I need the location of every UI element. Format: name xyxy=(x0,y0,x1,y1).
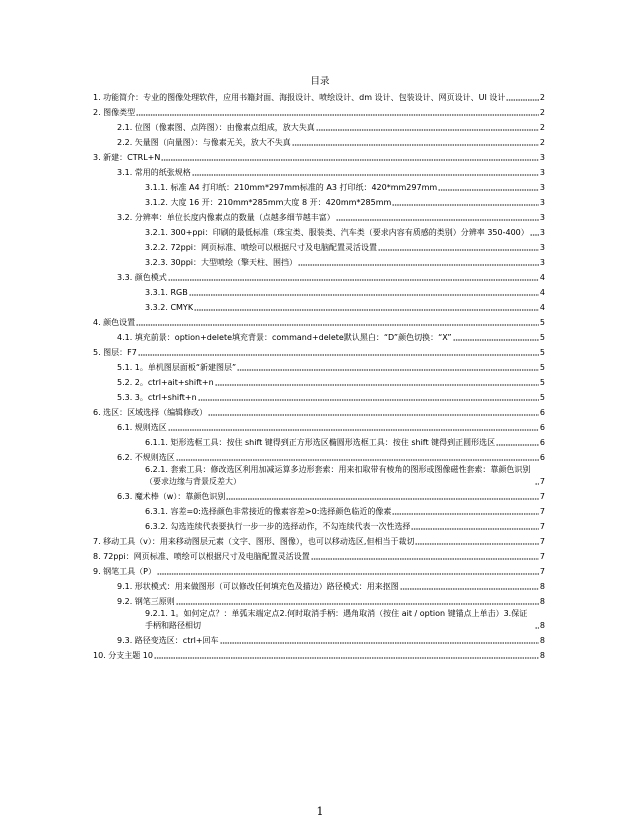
toc-entry-text: 6.1. 规则选区 xyxy=(117,422,167,432)
toc-entry-page: 4 xyxy=(539,272,545,282)
toc-entry[interactable] xyxy=(93,164,545,179)
toc-entry-page: 5 xyxy=(539,332,545,342)
toc-entry[interactable] xyxy=(93,647,545,662)
toc-entry[interactable] xyxy=(93,179,545,194)
toc-entry-page: 7 xyxy=(539,492,545,502)
toc-entry[interactable] xyxy=(93,314,545,329)
toc-leader-dots xyxy=(154,647,539,659)
toc-entry[interactable] xyxy=(93,449,545,464)
toc-entry[interactable] xyxy=(93,269,545,284)
toc-entry-text: 3.1.1. 标准 A4 打印纸：210mm*297mm标准的 A3 打印纸：420*mm297mm xyxy=(145,182,438,192)
toc-entry-page: 3 xyxy=(539,212,545,222)
toc-entry-text: 2.2. 矢量图（向量图）：与像素无关，放大不失真 xyxy=(117,137,291,147)
toc-entry[interactable] xyxy=(93,503,545,518)
toc-leader-dots xyxy=(530,224,539,236)
toc-leader-dots xyxy=(176,593,539,605)
toc-entry-text: 6.3.2. 勾选连续代表要执行一步一步的选择动作，不勾连续代表一次性选择 xyxy=(145,522,411,532)
toc-leader-dots xyxy=(215,374,539,386)
toc-entry-text: 3.3. 颜色模式 xyxy=(117,272,167,282)
toc-entry-text: 9.2. 钢笔三原则 xyxy=(117,597,175,607)
toc-entry[interactable] xyxy=(93,299,545,314)
toc-leader-dots xyxy=(506,89,539,101)
page-number: 1 xyxy=(316,805,324,818)
toc-entry-page: 3 xyxy=(539,152,545,162)
toc-entry-text: 5.1. 1。单机图层面板“新建图层” xyxy=(117,362,237,372)
toc-leader-dots xyxy=(208,404,539,416)
toc-entry[interactable] xyxy=(93,254,545,269)
toc-entry[interactable] xyxy=(93,533,545,548)
toc-leader-dots xyxy=(189,284,539,296)
toc-entry[interactable] xyxy=(93,419,545,434)
toc-leader-dots xyxy=(226,488,539,500)
toc-entry-text: 5.2. 2。ctrl+ait+shift+n xyxy=(117,377,214,387)
toc-entry-page: 8 xyxy=(539,651,545,661)
toc-entry-text: 9.1. 形状模式：用来做图形（可以修改任何填充色及描边）路径模式：用来抠图 xyxy=(117,582,399,592)
toc-entry-page: 7 xyxy=(539,567,545,577)
toc-leader-dots xyxy=(292,134,539,146)
toc-entry-text: 3.2.1. 300+ppi：印刷的最低标准（珠宝类、服装类、汽车类（要求内容有质感的类别）分辨率 350-400） xyxy=(145,227,529,237)
toc-entry[interactable] xyxy=(93,488,545,503)
toc-entry-text: 6. 选区：区域选择（编辑修改） xyxy=(93,407,208,417)
toc-leader-dots xyxy=(220,632,539,644)
toc-entry-page: 6 xyxy=(539,407,545,417)
toc-entry[interactable] xyxy=(93,563,545,578)
toc-entry[interactable] xyxy=(93,224,545,239)
toc-leader-dots xyxy=(535,617,539,629)
toc-entry[interactable] xyxy=(93,119,545,134)
toc-leader-dots xyxy=(168,419,539,431)
toc-entry[interactable] xyxy=(93,608,545,632)
toc-entry-page: 2 xyxy=(539,137,545,147)
toc-entry-page: 5 xyxy=(539,362,545,372)
toc-entry-page: 3 xyxy=(539,242,545,252)
toc-entry-text: 3.3.1. RGB xyxy=(145,287,188,297)
toc-entry-text: 6.3. 魔术棒（w）：靠颜色识别 xyxy=(117,492,226,502)
toc-entry-text: 9.3. 路径变选区：ctrl+回车 xyxy=(117,636,219,646)
toc-entry[interactable] xyxy=(93,194,545,209)
toc-entry-page: 5 xyxy=(539,317,545,327)
toc-leader-dots xyxy=(438,179,539,191)
toc-entry-text: 9. 钢笔工具（P） xyxy=(93,567,156,577)
toc-entry-page: 4 xyxy=(539,287,545,297)
toc-entry-text: 3.2.3. 30ppi：大型喷绘（擎天柱、围挡） xyxy=(145,257,297,267)
toc-entry-text: 2.1. 位图（像素图、点阵图）：由像素点组成，放大失真 xyxy=(117,122,315,132)
toc-entry-text: 3.1.2. 大度 16 开：210mm*285mm大度 8 开：420mm*285mm xyxy=(145,197,392,207)
toc-entry[interactable] xyxy=(93,239,545,254)
toc-entry[interactable] xyxy=(93,329,545,344)
toc-leader-dots xyxy=(392,194,539,206)
toc-entry-text: 6.3.1. 容差=0:选择颜色非常接近的像素容差>0:选择颜色临近的像素 xyxy=(145,507,392,517)
toc-entry[interactable] xyxy=(93,548,545,563)
toc-entry[interactable] xyxy=(93,134,545,149)
toc-title: 目录 xyxy=(310,76,330,87)
toc-entry[interactable] xyxy=(93,578,545,593)
toc-entry-text: 6.1.1. 矩形选框工具：按住 shift 键得到正方形选区椭圆形选框工具：按住 shift 键得到正圆形选区 xyxy=(145,437,496,447)
toc-leader-dots xyxy=(400,578,539,590)
toc-entry-page: 3 xyxy=(539,182,545,192)
toc-entry-text: 1. 功能简介：专业的图像处理软件，应用书籍封面、海报设计、喷绘设计、dm 设计、包装设计、网页设计、UI 设计 xyxy=(93,92,506,102)
toc-entry-page: 6 xyxy=(539,437,545,447)
toc-entry-text: 9.2.1. 1。如何定点？：单弧末端定点2.何时取消手柄：遇角取消（按住 ait / option 键锚点上单击）3.保证手柄和路径相切 xyxy=(145,609,528,631)
toc-entry-page: 3 xyxy=(539,257,545,267)
toc-leader-dots xyxy=(311,548,539,560)
toc-leader-dots xyxy=(392,503,538,515)
toc-leader-dots xyxy=(136,104,539,116)
toc-leader-dots xyxy=(194,299,539,311)
toc-entry-page: 5 xyxy=(539,377,545,387)
toc-entry-page: 3 xyxy=(539,227,545,237)
toc-entry-page: 2 xyxy=(539,92,545,102)
toc-entry-page: 6 xyxy=(539,452,545,462)
toc-entry-page: 2 xyxy=(539,107,545,117)
toc-entry[interactable] xyxy=(93,434,545,449)
toc-entry-text: 10. 分支主题 10 xyxy=(93,651,153,661)
toc-entry-page: 7 xyxy=(539,522,545,532)
toc-leader-dots xyxy=(535,473,539,485)
toc-entry[interactable] xyxy=(93,404,545,419)
toc-entry-page: 8 xyxy=(539,582,545,592)
toc-leader-dots xyxy=(198,389,539,401)
table-of-contents xyxy=(93,89,545,662)
toc-entry-page: 5 xyxy=(539,347,545,357)
toc-leader-dots xyxy=(176,449,539,461)
toc-entry-text: 4.1. 填充前景：option+delete填充背景：command+delete默认黑白：“D”颜色切换：“X” xyxy=(117,332,452,342)
toc-entry-page: 8 xyxy=(539,621,545,631)
toc-leader-dots xyxy=(411,518,538,530)
toc-entry-page: 7 xyxy=(539,552,545,562)
toc-entry-text: 5.3. 3。ctrl+shift+n xyxy=(117,392,197,402)
toc-entry-text: 3.2. 分辨率：单位长度内像素点的数量（点越多细节越丰富） xyxy=(117,212,335,222)
toc-entry-page: 8 xyxy=(539,636,545,646)
toc-entry-text: 7. 移动工具（v）：用来移动图层元素（文字、图形、图像），也可以移动选区,但相当于裁切 xyxy=(93,537,415,547)
toc-entry[interactable] xyxy=(93,89,545,104)
toc-leader-dots xyxy=(157,563,539,575)
toc-entry-page: 7 xyxy=(539,507,545,517)
toc-entry[interactable] xyxy=(93,209,545,224)
toc-entry[interactable] xyxy=(93,593,545,608)
toc-leader-dots xyxy=(168,269,539,281)
toc-leader-dots xyxy=(192,164,539,176)
toc-entry-text: 4. 颜色设置 xyxy=(93,317,136,327)
toc-entry-page: 3 xyxy=(539,167,545,177)
toc-leader-dots xyxy=(415,533,538,545)
toc-leader-dots xyxy=(378,239,539,251)
toc-entry-text: 3.3.2. CMYK xyxy=(145,302,194,312)
toc-entry-page: 5 xyxy=(539,392,545,402)
toc-leader-dots xyxy=(316,119,539,131)
toc-entry-page: 7 xyxy=(539,537,545,547)
toc-leader-dots xyxy=(237,359,539,371)
toc-entry[interactable] xyxy=(93,284,545,299)
toc-entry[interactable] xyxy=(93,374,545,389)
toc-entry-text: 3.2.2. 72ppi：网页标准、喷绘可以根据尺寸及电脑配置灵活设置 xyxy=(145,242,377,252)
toc-leader-dots xyxy=(298,254,539,266)
toc-entry-page: 7 xyxy=(539,477,545,487)
toc-entry-text: 5. 图层：F7 xyxy=(93,347,137,357)
toc-entry-text: 6.2. 不规则选区 xyxy=(117,452,175,462)
toc-leader-dots xyxy=(161,149,539,161)
toc-leader-dots xyxy=(336,209,539,221)
toc-entry[interactable] xyxy=(93,632,545,647)
toc-entry[interactable] xyxy=(93,149,545,164)
toc-entry-page: 4 xyxy=(539,302,545,312)
toc-entry[interactable] xyxy=(93,518,545,533)
toc-entry-page: 2 xyxy=(539,122,545,132)
toc-entry[interactable] xyxy=(93,464,545,488)
toc-entry-text: 3. 新建：CTRL+N xyxy=(93,152,161,162)
toc-leader-dots xyxy=(453,329,539,341)
toc-entry-text: 8. 72ppi：网页标准、喷绘可以根据尺寸及电脑配置灵活设置 xyxy=(93,552,310,562)
toc-leader-dots xyxy=(496,434,539,446)
toc-entry-text: 3.1. 常用的纸张规格 xyxy=(117,167,191,177)
toc-entry[interactable] xyxy=(93,344,545,359)
toc-entry-page: 3 xyxy=(539,197,545,207)
toc-entry-page: 8 xyxy=(539,597,545,607)
toc-leader-dots xyxy=(136,314,539,326)
toc-entry[interactable] xyxy=(93,389,545,404)
toc-entry-page: 6 xyxy=(539,422,545,432)
toc-entry[interactable] xyxy=(93,104,545,119)
toc-entry-text: 6.2.1. 套索工具：修改选区利用加减运算多边形套索：用来扣取带有棱角的图形或图像磁性套索：靠颜色识别（要求边缘与背景反差大） xyxy=(145,465,531,487)
toc-entry[interactable] xyxy=(93,359,545,374)
toc-entry-text: 2. 图像类型 xyxy=(93,107,136,117)
toc-leader-dots xyxy=(138,344,539,356)
